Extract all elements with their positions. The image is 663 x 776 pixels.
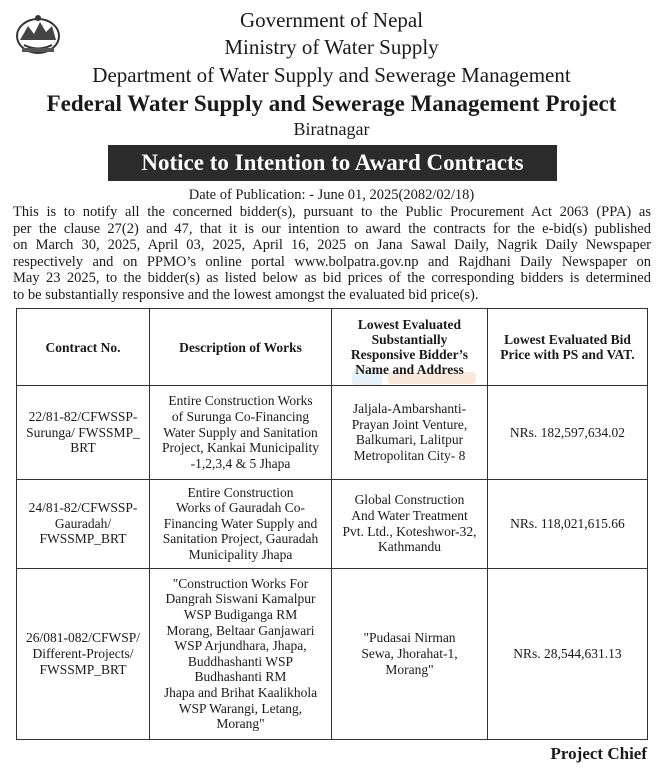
cell-line: FWSSMP_BRT bbox=[39, 661, 127, 677]
cell-line: Morang" bbox=[385, 661, 434, 677]
header-contract-no: Contract No. bbox=[17, 309, 150, 386]
bidder-cell bbox=[332, 386, 488, 480]
cell-line: Financing Water Supply and bbox=[163, 515, 318, 531]
cell-line: Global Construction bbox=[354, 492, 465, 508]
cell-line: Works of Gauradah Co- bbox=[175, 500, 305, 516]
cell-line: And Water Treatment bbox=[351, 508, 468, 524]
notice-title: Notice to Intention to Award Contracts bbox=[141, 150, 524, 175]
intro-line: May 23 2025, to the bidder(s) as listed below as bid prices of the corresponding bidders is determined bbox=[13, 270, 651, 287]
table-row bbox=[17, 386, 648, 480]
header-ministry: Ministry of Water Supply bbox=[224, 35, 439, 59]
header-government: Government of Nepal bbox=[239, 8, 424, 32]
cell-line: of Surunga Co-Financing bbox=[171, 409, 310, 424]
cell-line: Sewa, Jhorahat-1, bbox=[361, 645, 458, 661]
intro-line: to be substantially responsive and the lowest amongst the evaluated bid price(s). bbox=[13, 286, 479, 303]
price-cell: NRs. 182,597,634.02 bbox=[488, 386, 648, 480]
cell-line: Water Supply and Sanitation bbox=[163, 424, 318, 440]
cell-line: Project, Kankai Municipality bbox=[161, 440, 320, 456]
header-department: Department of Water Supply and Sewerage Management bbox=[92, 63, 571, 87]
header-bidder-line: Lowest Evaluated bbox=[357, 317, 462, 332]
notice-title-banner bbox=[108, 145, 557, 181]
header-project: Federal Water Supply and Sewerage Management Project bbox=[46, 91, 617, 116]
cell-line: WSP Budiganga RM bbox=[183, 606, 298, 622]
cell-line: Municipality Jhapa bbox=[188, 547, 293, 563]
cell-line: "Construction Works For bbox=[172, 575, 309, 591]
contract-no-cell bbox=[17, 568, 150, 739]
header-bidder-line: Name and Address bbox=[355, 362, 464, 377]
contract-no-cell bbox=[17, 386, 150, 480]
cell-line: Budhashanti RM bbox=[194, 669, 287, 685]
publication-date: Date of Publication: - June 01, 2025(2082/02/18) bbox=[188, 187, 475, 203]
cell-line: Entire Construction bbox=[187, 484, 294, 500]
header-bidder bbox=[332, 309, 488, 386]
cell-line: WSP Arjundhara, Jhapa, bbox=[174, 638, 307, 654]
cell-line: Prayan Joint Venture, bbox=[351, 416, 468, 432]
intro-line: This is to notify all the concerned bidder(s), pursuant to the Public Procurement Act 2063 (PPA) as bbox=[13, 204, 651, 220]
cell-line: Pvt. Ltd., Koteshwor-32, bbox=[342, 523, 477, 539]
table-row bbox=[17, 479, 648, 568]
cell-line: Entire Construction Works bbox=[168, 393, 313, 409]
cell-line: -1,2,3,4 & 5 Jhapa bbox=[190, 455, 291, 471]
header-location: Biratnagar bbox=[293, 119, 370, 139]
cell-line: Balkumari, Lalitpur bbox=[355, 432, 464, 448]
bidder-cell bbox=[332, 568, 488, 739]
cell-line: 24/81-82/CFWSSP- bbox=[28, 500, 138, 516]
cell-line: Gauradah/ bbox=[54, 515, 112, 531]
intro-line: on March 30, 2025, April 03, 2025, April 16, 2025 on Jana Sawal Daily, Nagrik Daily Newspaper bbox=[13, 237, 651, 254]
cell-line: "Pudasai Nirman bbox=[363, 630, 456, 646]
header-price-line: Price with PS and VAT. bbox=[500, 347, 635, 362]
description-cell bbox=[150, 386, 332, 480]
cell-line: Sanitation Project, Gauradah bbox=[162, 531, 319, 547]
header-bidder-line: Substantially bbox=[371, 332, 448, 347]
description-cell bbox=[150, 568, 332, 739]
header-price bbox=[488, 309, 648, 386]
intro-line: respectively and on PPMO’s online portal www.bolpatra.gov.np and Rajdhani Daily Newspaper on bbox=[13, 253, 651, 270]
cell-line: Morang, Beltaar Ganjawari bbox=[166, 622, 315, 638]
cell-line: Metropolitan City- 8 bbox=[353, 447, 466, 463]
cell-line: Jhapa and Brihat Kaalikhola bbox=[163, 684, 318, 700]
cell-line: Jaljala-Ambarshanti- bbox=[352, 401, 467, 417]
cell-line: WSP Warangi, Letang, bbox=[178, 700, 303, 716]
price-cell: NRs. 118,021,615.66 bbox=[488, 479, 648, 568]
table-header-row bbox=[17, 309, 648, 386]
cell-line: Kathmandu bbox=[378, 539, 441, 555]
cell-line: 26/081-082/CFWSP/ bbox=[25, 630, 141, 646]
cell-line: Morang" bbox=[216, 716, 265, 732]
cell-line: BRT bbox=[70, 440, 96, 456]
cell-line: FWSSMP_BRT bbox=[39, 531, 127, 547]
header-description: Description of Works bbox=[150, 309, 332, 386]
description-cell bbox=[150, 479, 332, 568]
contract-no-cell bbox=[17, 479, 150, 568]
table-row bbox=[17, 568, 648, 739]
header-bidder-line: Responsive Bidder’s bbox=[350, 347, 469, 362]
header-price-line: Lowest Evaluated Bid bbox=[504, 332, 631, 347]
signature-title: Project Chief bbox=[550, 744, 647, 763]
intro-paragraph bbox=[13, 204, 651, 304]
cell-line: Different-Projects/ bbox=[32, 645, 134, 661]
cell-line: 22/81-82/CFWSSP- bbox=[28, 409, 138, 424]
awards-table bbox=[16, 308, 648, 740]
cell-line: Surunga/ FWSSMP_ bbox=[26, 424, 140, 440]
cell-line: Buddhashanti WSP bbox=[187, 653, 294, 669]
price-cell: NRs. 28,544,631.13 bbox=[488, 568, 648, 739]
intro-line: per the clause 27(2) and 47, that it is our intention to award the contracts for the e-bid(s) published bbox=[13, 220, 651, 237]
bidder-cell bbox=[332, 479, 488, 568]
cell-line: Dangrah Siswani Kamalpur bbox=[165, 591, 316, 607]
